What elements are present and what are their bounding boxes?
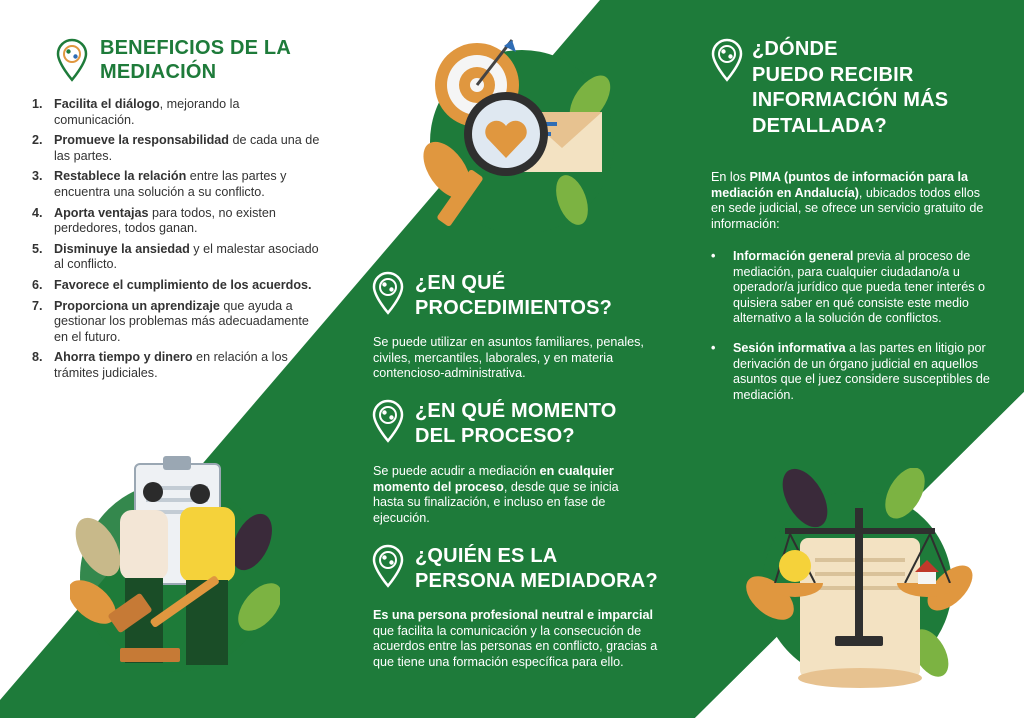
where-title (752, 37, 948, 139)
bullet-rest: a las partes en litigio por derivación de un órgano judicial en aquellos asuntos que el juez considere susceptibles de mediación. (733, 340, 990, 402)
benefit-rest: que ayuda a gestionar los problemas más adecuadamente en el futuro. (54, 298, 309, 344)
benefits-title-line2: MEDIACIÓN (100, 61, 217, 83)
benefit-item (32, 242, 322, 273)
procedimientos-title-line2: PROCEDIMIENTOS? (415, 297, 613, 319)
benefit-rest: de cada una de las partes. (54, 133, 320, 163)
benefit-rest: entre las partes y encuentra una solución a su conflicto. (54, 169, 287, 199)
where-bullet-item (711, 341, 999, 403)
benefit-bold: Disminuye la ansiedad (54, 241, 190, 256)
mediadora-text-bold: Es una persona profesional neutral e imparcial (373, 608, 653, 622)
benefit-number: 2. (32, 133, 43, 148)
benefit-item (32, 169, 322, 200)
benefits-title (100, 36, 291, 84)
where-title-line1: ¿DÓNDE (752, 38, 838, 60)
momento-title-line1: ¿EN QUÉ MOMENTO (415, 400, 617, 422)
location-pin-people-icon-white (711, 38, 743, 82)
bullet-dot: • (711, 249, 716, 263)
bullet-rest: previa al proceso de mediación, para cualquier ciudadano/a u operador/a jurídico que pueda tener interés o quisiera saber en qué consiste este medio alternativo a la solución de conflictos. (733, 249, 986, 326)
momento-text-a: Se puede acudir a mediación (373, 464, 540, 478)
mediadora-title (415, 544, 658, 594)
procedimientos-text: Se puede utilizar en asuntos familiares, penales, civiles, mercantiles, laborales, y en materia contencioso-administrativa. (373, 335, 644, 381)
benefit-bold: Aporta ventajas (54, 205, 149, 220)
benefit-item (32, 206, 322, 237)
mediation-people-illustration (70, 452, 280, 687)
benefit-bold: Ahorra tiempo y dinero (54, 350, 193, 365)
benefits-list (32, 97, 322, 387)
mediadora-title-line1: ¿QUIÉN ES LA (415, 545, 558, 567)
justice-scales-illustration (745, 468, 975, 693)
benefit-item (32, 299, 322, 346)
benefit-rest: en relación a los trámites judiciales. (54, 350, 288, 380)
target-magnifier-illustration (412, 30, 620, 238)
location-pin-people-icon (56, 38, 88, 82)
benefit-number: 6. (32, 277, 43, 292)
benefit-number: 1. (32, 97, 43, 111)
mediadora-text (373, 608, 658, 670)
where-intro-a: En los (711, 170, 750, 184)
where-title-line3: INFORMACIÓN MÁS (752, 89, 949, 111)
location-pin-people-icon-white (372, 544, 404, 588)
where-intro-bold: PIMA (puntos de información para la mediación en Andalucía) (711, 170, 969, 200)
benefit-bold: Proporciona un aprendizaje (54, 298, 220, 313)
benefit-number: 3. (32, 169, 43, 184)
mediadora-title-line2: PERSONA MEDIADORA? (415, 570, 658, 592)
momento-title (415, 399, 617, 449)
where-title-line4: DETALLADA? (752, 114, 887, 137)
where-bullet-item (711, 249, 999, 327)
benefits-title-line1: BENEFICIOS DE LA (100, 37, 291, 59)
mediadora-text-rest: que facilita la comunicación y la consecución de acuerdos entre las personas en conflicto, gracias a que tiene una formación específica para ello. (373, 623, 658, 669)
benefit-rest: y el malestar asociado al conflicto. (54, 241, 319, 272)
bullet-dot: • (711, 340, 716, 355)
where-intro (711, 170, 996, 232)
benefit-bold: Facilita el diálogo (54, 97, 160, 111)
where-title-line2: PUEDO RECIBIR (752, 63, 914, 86)
benefit-bold: Restablece la relación (54, 169, 187, 184)
benefit-bold: Promueve la responsabilidad (54, 133, 229, 148)
benefit-item (32, 278, 322, 294)
bullet-bold: Sesión informativa (733, 340, 846, 355)
bullet-bold: Información general (733, 249, 854, 263)
benefit-number: 5. (32, 241, 43, 256)
benefit-number: 7. (32, 298, 43, 313)
location-pin-people-icon-white (372, 271, 404, 315)
benefit-item (32, 350, 322, 381)
momento-text (373, 464, 648, 526)
benefit-number: 4. (32, 205, 43, 220)
benefit-item (32, 97, 322, 128)
momento-text-bold: en cualquier momento del proceso (373, 464, 614, 494)
momento-text-b: , desde que se inicia hasta su finalización, e incluso en fase de ejecución. (373, 479, 619, 525)
procedimientos-title-line1: ¿EN QUÉ (415, 272, 506, 294)
benefit-rest: para todos, no existen perdedores, todos ganan. (54, 205, 276, 236)
where-bullet-list (711, 249, 999, 417)
where-intro-b: , ubicados todos ellos en sede judicial, se ofrece un servicio gratuito de información: (711, 185, 984, 231)
benefit-bold: Favorece el cumplimiento de los acuerdos. (54, 277, 312, 292)
benefit-number: 8. (32, 350, 43, 365)
procedimientos-title (415, 271, 612, 321)
benefit-rest: , mejorando la comunicación. (54, 97, 240, 127)
momento-title-line2: DEL PROCESO? (415, 425, 575, 447)
location-pin-people-icon-white (372, 399, 404, 443)
benefit-item (32, 133, 322, 164)
